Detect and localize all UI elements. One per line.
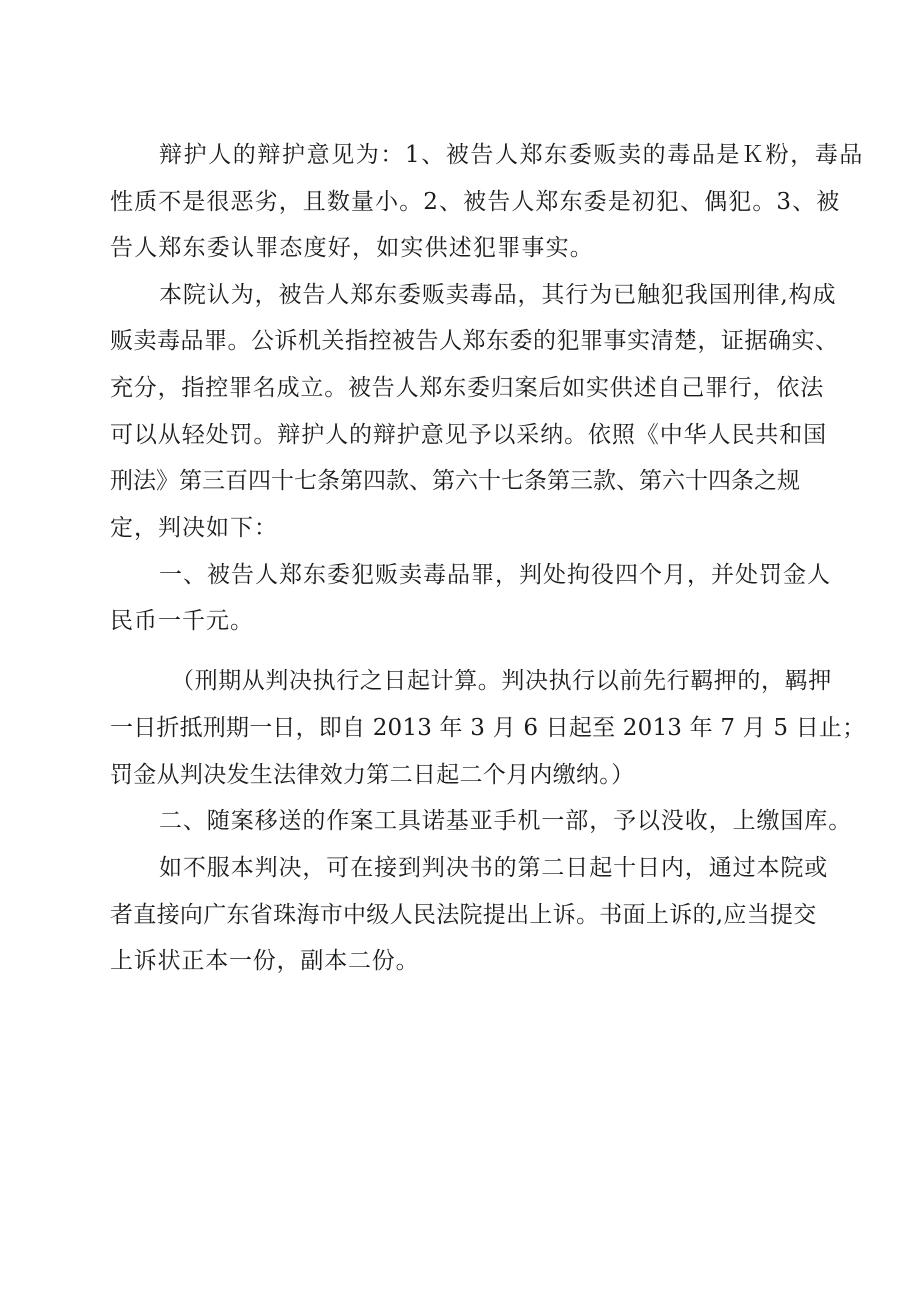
text-line: 可以从轻处罚。辩护人的辩护意见予以采纳。依照《中华人民共和国 [110,422,827,448]
text-line: 贩卖毒品罪。公诉机关指控被告人郑东委的犯罪事实清楚，证据确实、 [110,328,839,354]
text-line: 者直接向广东省珠海市中级人民法院提出上诉。书面上诉的,应当提交 [110,902,817,928]
text-line: 告人郑东委认罪态度好，如实供述犯罪事实。 [110,235,594,261]
text-line: 刑法》第三百四十七条第四款、第六十七条第三款、第六十四条之规 [110,468,800,494]
text-line: （刑期从判决执行之日起计算。判决执行以前先行羁押的，羁押 [171,668,832,694]
text-line: 上诉状正本一份，副本二份。 [110,948,420,974]
text-line: 充分，指控罪名成立。被告人郑东委归案后如实供述自己罪行，依法 [110,375,824,401]
text-line: 定，判决如下： [110,515,278,541]
text-line: 本院认为，被告人郑东委贩卖毒品，其行为已触犯我国刑律,构成 [159,282,837,308]
text-line: 民币一千元。 [110,608,254,634]
text-line: 如不服本判决，可在接到判决书的第二日起十日内，通过本院或 [159,855,829,881]
text-line: 一日折抵刑期一日，即自 2013 年 3 月 6 日起至 2013 年 7 月 5 日止； [110,715,866,741]
text-line: 罚金从判决发生法律效力第二日起二个月内缴纳。） [110,762,635,788]
text-line: 辩护人的辩护意见为：1、被告人郑东委贩卖的毒品是Ｋ粉，毒品 [159,142,865,168]
text-line: 二、随案移送的作案工具诺基亚手机一部，予以没收，上缴国库。 [159,808,853,834]
text-line: 性质不是很恶劣，且数量小。2、被告人郑东委是初犯、偶犯。3、被 [110,189,841,215]
text-line: 一、被告人郑东委犯贩卖毒品罪，判处拘役四个月，并处罚金人 [159,562,831,588]
